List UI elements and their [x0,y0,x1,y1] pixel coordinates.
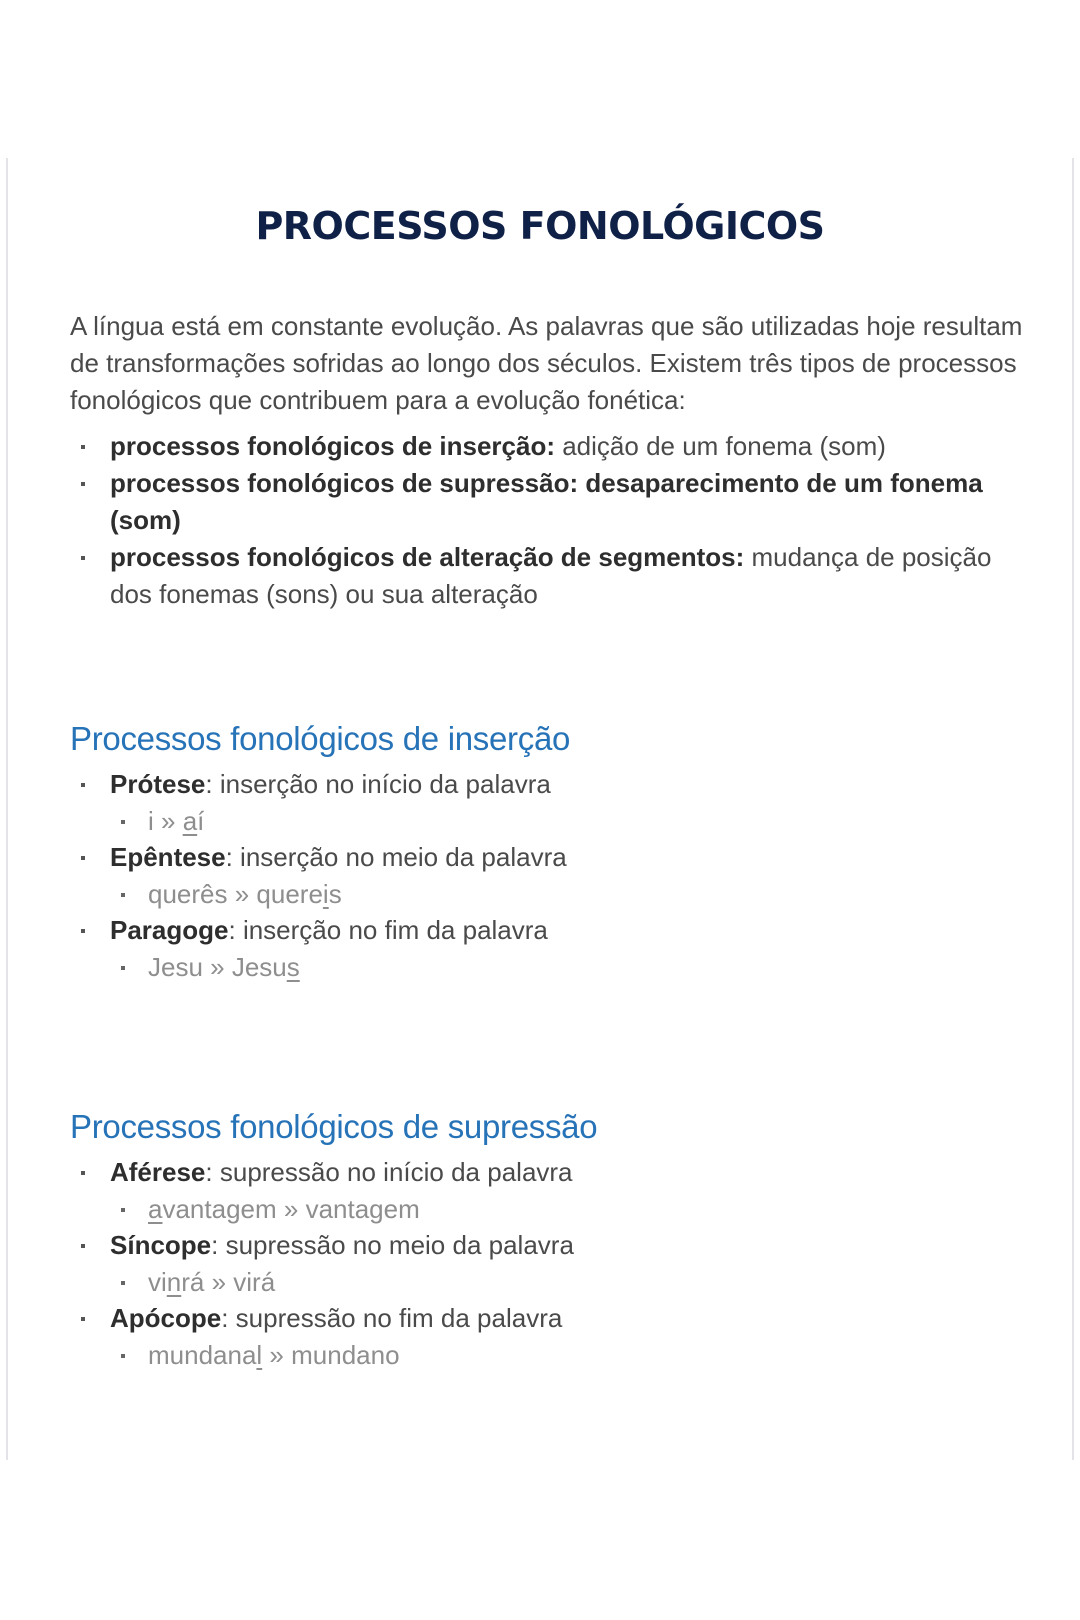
example-item [110,949,1030,985]
example-before: Jesu » [148,952,232,982]
bullet-icon [121,1281,125,1285]
term-desc: : inserção no meio da palavra [225,842,567,872]
list-item-term: processos fonológicos de inserção: [110,431,555,461]
supressao-list [70,1154,1030,1373]
example-item [110,1191,1030,1227]
insercao-list [70,766,1030,985]
document-page [6,158,1074,1460]
list-item [70,912,1030,985]
bullet-icon [121,820,125,824]
term-name: Apócope [110,1303,222,1333]
bullet-icon [121,1354,125,1358]
list-item [70,465,1030,539]
list-item [70,1300,1030,1373]
list-item-term: processos fonológicos de supressão: desaparecimento de um fonema (som) [110,468,983,535]
example-pre: quere [256,879,323,909]
example-after: » virá [204,1267,276,1297]
example-underlined: l [256,1340,263,1370]
example-underlined: s [286,952,300,982]
bullet-icon [81,556,85,560]
intro-paragraph: A língua está em constante evolução. As palavras que são utilizadas hoje resultam de transformações sofridas ao longo dos séculos. Existem três tipos de processos fonológicos que contribuem para a evolução fonética: [70,311,1023,415]
bullet-icon [81,783,85,787]
bullet-icon [121,1208,125,1212]
list-item-desc: mudança de posição dos fonemas (sons) ou sua alteração [110,542,992,609]
page-title: PROCESSOS FONOLÓGICOS [255,204,825,248]
term-name: Epêntese [110,842,226,872]
term-desc: : inserção no fim da palavra [228,915,548,945]
list-item [70,1227,1030,1300]
section-title-supressao: Processos fonológicos de supressão [70,1108,598,1145]
example-item [110,1337,1030,1373]
term-name: Aférese [110,1157,206,1187]
example-underlined: n [166,1267,182,1297]
list-item [70,428,1030,465]
bullet-icon [121,966,125,970]
example-after: » mundano [262,1340,400,1370]
term-name: Síncope [110,1230,212,1260]
example-post: í [197,806,205,836]
term-desc: : supressão no fim da palavra [221,1303,563,1333]
section-title-insercao: Processos fonológicos de inserção [70,720,571,757]
example-item [110,876,1030,912]
list-item-term: processos fonológicos de alteração de segmentos: [110,542,745,572]
term-name: Prótese [110,769,206,799]
term-desc: : supressão no início da palavra [205,1157,573,1187]
term-name: Paragoge [110,915,229,945]
example-underlined: a [182,806,198,836]
bullet-icon [81,1244,85,1248]
example-after: » vantagem [276,1194,420,1224]
example-post: rá [181,1267,205,1297]
example-item [110,803,1030,839]
list-item [70,1154,1030,1227]
bullet-icon [81,445,85,449]
example-before: querês » [148,879,257,909]
bullet-icon [81,929,85,933]
bullet-icon [81,482,85,486]
bullet-icon [81,856,85,860]
example-post: s [328,879,342,909]
list-item-desc: adição de um fonema (som) [555,431,886,461]
list-item [70,839,1030,912]
example-underlined: i [322,879,329,909]
list-item [70,766,1030,839]
bullet-icon [121,893,125,897]
example-before: i » [148,806,183,836]
example-pre: vi [148,1267,167,1297]
example-pre: mundana [148,1340,257,1370]
term-desc: : supressão no meio da palavra [211,1230,574,1260]
example-item [110,1264,1030,1300]
process-types-list [70,428,1030,613]
list-item [70,539,1030,613]
bullet-icon [81,1171,85,1175]
bullet-icon [81,1317,85,1321]
example-pre: Jesu [231,952,287,982]
example-post: vantagem [162,1194,277,1224]
term-desc: : inserção no início da palavra [205,769,551,799]
example-underlined: a [148,1194,163,1224]
